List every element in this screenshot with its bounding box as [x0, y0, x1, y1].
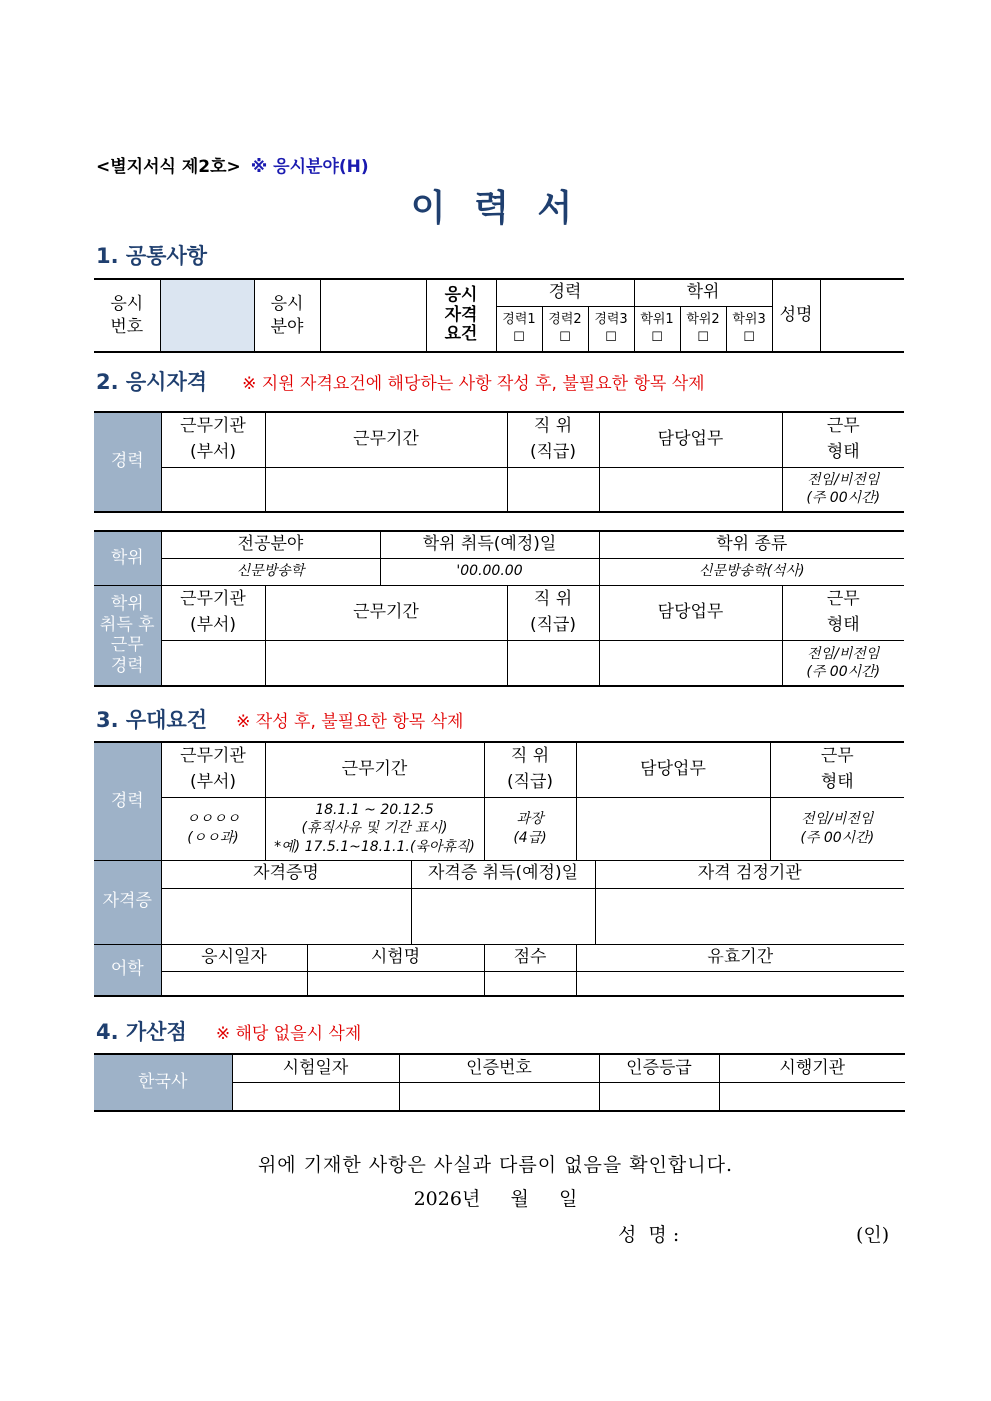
checkbox-degree3[interactable]: 학위3 ☐: [726, 306, 772, 352]
position-input[interactable]: [507, 467, 599, 512]
career-label: 경력: [94, 742, 161, 860]
col-type: 근무 형태: [770, 742, 904, 797]
lang-col-valid: 유효기간: [576, 944, 904, 971]
section3-note: ※ 작성 후, 불필요한 항목 삭제: [236, 712, 464, 732]
col-org: 근무기관 (부서): [161, 742, 265, 797]
cert-col-agency: 자격 검정기관: [595, 860, 904, 888]
date-input[interactable]: [232, 1082, 399, 1111]
name-field[interactable]: [820, 279, 904, 352]
degree-major-example[interactable]: 신문방송학: [161, 558, 380, 585]
cert-date-input[interactable]: [411, 888, 595, 944]
section2-note: ※ 지원 자격요건에 해당하는 사항 작성 후, 불필요한 항목 삭제: [242, 374, 705, 394]
degree-col-major: 전공분야: [161, 531, 380, 558]
cert-col-date: 자격증 취득(예정)일: [411, 860, 595, 888]
cert-col-name: 자격증명: [161, 860, 411, 888]
col-duty: 담당업무: [599, 585, 782, 640]
checkbox-icon: ☐: [743, 329, 755, 345]
date-line: 2026년 월 일: [413, 1188, 578, 1210]
col-org: 근무기관 (부서): [161, 585, 265, 640]
career-header: 경력: [496, 279, 634, 306]
exam-number-label: 응시 번호: [94, 279, 160, 352]
col-period: 근무기간: [265, 585, 507, 640]
col-cert-no: 인증번호: [399, 1054, 599, 1082]
lang-col-test: 시험명: [307, 944, 484, 971]
agency-input[interactable]: [719, 1082, 905, 1111]
cert-agency-input[interactable]: [595, 888, 904, 944]
org-input[interactable]: [161, 640, 265, 686]
exam-number-field[interactable]: [160, 279, 254, 352]
col-duty: 담당업무: [599, 412, 782, 467]
checkbox-degree1[interactable]: 학위1 ☐: [634, 306, 680, 352]
position-example[interactable]: 과장 (4급): [484, 797, 576, 860]
col-agency: 시행기관: [719, 1054, 905, 1082]
section1-title: 1. 공통사항: [96, 244, 208, 268]
col-type: 근무 형태: [782, 585, 904, 640]
checkbox-degree2[interactable]: 학위2 ☐: [680, 306, 726, 352]
cert-label: 자격증: [94, 860, 161, 944]
col-position: 직 위 (직급): [484, 742, 576, 797]
checkbox-career1[interactable]: 경력1 ☐: [496, 306, 542, 352]
section2-title: 2. 응시자격: [96, 370, 208, 394]
seal-mark: (인): [856, 1224, 890, 1246]
duty-input[interactable]: [599, 640, 782, 686]
col-position: 직 위 (직급): [507, 585, 599, 640]
lang-label: 어학: [94, 944, 161, 996]
post-degree-career-label: 학위 취득 후 근무 경력: [94, 585, 161, 686]
section4-note: ※ 해당 없을시 삭제: [215, 1024, 362, 1044]
duty-input[interactable]: [599, 467, 782, 512]
col-date: 시험일자: [232, 1054, 399, 1082]
checkbox-icon: ☐: [651, 329, 663, 345]
type-example[interactable]: 전임/비전임 (주 00시간): [782, 467, 904, 512]
field-note: ※ 응시분야(H): [250, 157, 369, 177]
type-example[interactable]: 전임/비전임 (주 00시간): [782, 640, 904, 686]
signature-label: 성 명 :: [618, 1224, 680, 1246]
lang-col-score: 점수: [484, 944, 576, 971]
lang-valid-input[interactable]: [576, 971, 904, 996]
lang-date-input[interactable]: [161, 971, 307, 996]
career-label: 경력: [94, 412, 161, 512]
degree-label: 학위: [94, 531, 161, 585]
checkbox-icon: ☐: [605, 329, 617, 345]
period-input[interactable]: [265, 640, 507, 686]
col-position: 직 위 (직급): [507, 412, 599, 467]
bonus-table: [94, 1053, 905, 1112]
lang-test-input[interactable]: [307, 971, 484, 996]
col-period: 근무기간: [265, 742, 484, 797]
degree-date-example[interactable]: '00.00.00: [380, 558, 599, 585]
col-duty: 담당업무: [576, 742, 770, 797]
checkbox-icon: ☐: [697, 329, 709, 345]
grade-input[interactable]: [599, 1082, 719, 1111]
preference-table: [94, 741, 904, 997]
position-input[interactable]: [507, 640, 599, 686]
field-input[interactable]: [320, 279, 426, 352]
degree-kind-example[interactable]: 신문방송학(석사): [599, 558, 904, 585]
cert-no-input[interactable]: [399, 1082, 599, 1111]
period-example[interactable]: 18.1.1 ~ 20.12.5 (휴직사유 및 기간 표시) *예) 17.5.1~18.1.1.(육아휴직): [265, 797, 484, 860]
section4-title: 4. 가산점: [96, 1020, 187, 1044]
requirement-label: 응시 자격 요건: [426, 279, 496, 352]
confirm-statement: 위에 기재한 사항은 사실과 다름이 없음을 확인합니다.: [257, 1154, 734, 1176]
form-label: <별지서식 제2호>: [96, 157, 241, 177]
degree-col-kind: 학위 종류: [599, 531, 904, 558]
lang-col-date: 응시일자: [161, 944, 307, 971]
korean-history-label: 한국사: [94, 1054, 232, 1111]
col-org: 근무기관 (부서): [161, 412, 265, 467]
period-input[interactable]: [265, 467, 507, 512]
section3-title: 3. 우대요건: [96, 708, 208, 732]
col-grade: 인증등급: [599, 1054, 719, 1082]
org-input[interactable]: [161, 467, 265, 512]
degree-col-date: 학위 취득(예정)일: [380, 531, 599, 558]
checkbox-icon: ☐: [559, 329, 571, 345]
lang-score-input[interactable]: [484, 971, 576, 996]
checkbox-icon: ☐: [513, 329, 525, 345]
checkbox-career3[interactable]: 경력3 ☐: [588, 306, 634, 352]
org-example[interactable]: ㅇㅇㅇㅇ (ㅇㅇ과): [161, 797, 265, 860]
col-type: 근무 형태: [782, 412, 904, 467]
duty-input[interactable]: [576, 797, 770, 860]
page-title: 이 력 서: [410, 188, 581, 229]
checkbox-career2[interactable]: 경력2 ☐: [542, 306, 588, 352]
qualification-career-table: [94, 411, 904, 513]
type-example[interactable]: 전임/비전임 (주 00시간): [770, 797, 904, 860]
degree-table: [94, 530, 904, 687]
field-label: 응시 분야: [254, 279, 320, 352]
degree-header: 학위: [634, 279, 772, 306]
name-label: 성명: [772, 279, 820, 352]
common-table: [94, 278, 904, 353]
col-period: 근무기간: [265, 412, 507, 467]
cert-name-input[interactable]: [161, 888, 411, 944]
